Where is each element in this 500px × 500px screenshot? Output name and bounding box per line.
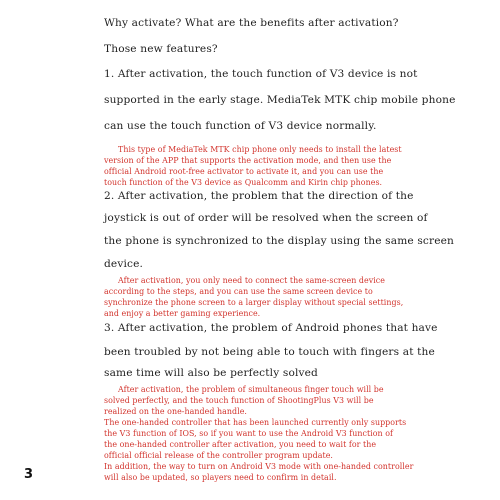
section-1-note-line-3: official Android root-free activator to activate it, and you can use the xyxy=(104,167,384,176)
section-2-body-line-2: joystick is out of order will be resolved when the screen of xyxy=(104,212,428,224)
section-2-body-line-1: 2. After activation, the problem that the direction of the xyxy=(104,190,414,202)
section-3-body-line-1: 3. After activation, the problem of Android phones that have xyxy=(104,322,438,334)
section-3-note-line-7: official official release of the controller program update. xyxy=(104,451,333,460)
section-2-note-line-3: synchronize the phone screen to a larger display without special settings, xyxy=(104,298,404,307)
section-2-body-line-3: the phone is synchronized to the display using the same screen xyxy=(104,235,455,247)
section-3-note-line-4: The one-handed controller that has been launched currently only supports xyxy=(104,418,407,427)
section-3-note-line-8: In addition, the way to turn on Android V3 mode with one-handed controller xyxy=(104,462,414,471)
section-1-note-line-4: touch function of the V3 device as Qualcomm and Kirin chip phones. xyxy=(104,178,383,187)
section-2-note-line-2: according to the steps, and you can use the same screen device to xyxy=(104,287,373,296)
section-2-note-line-4: and enjoy a better gaming experience. xyxy=(104,309,261,318)
section-1-note-line-2: version of the APP that supports the activation mode, and then use the xyxy=(104,156,392,165)
heading-line-1: Why activate? What are the benefits after activation? xyxy=(104,17,399,29)
section-3-note-line-5: the V3 function of IOS, so if you want to use the Android V3 function of xyxy=(104,429,394,438)
section-3-note-line-2: solved perfectly, and the touch function of ShootingPlus V3 will be xyxy=(104,396,374,405)
section-3-note-line-1: After activation, the problem of simultaneous finger touch will be xyxy=(118,385,384,394)
section-3-body-line-2: been troubled by not being able to touch with fingers at the xyxy=(104,346,435,358)
heading-line-2: Those new features? xyxy=(104,43,218,55)
section-3-note-line-3: realized on the one-handed handle. xyxy=(104,407,247,416)
section-1-body-line-1: 1. After activation, the touch function of V3 device is not xyxy=(104,68,418,80)
section-3-note-line-6: the one-handed controller after activation, you need to wait for the xyxy=(104,440,377,449)
page-number: 3 xyxy=(24,467,34,482)
section-2-body-line-4: device. xyxy=(104,258,144,270)
section-1-body-line-3: can use the touch function of V3 device normally. xyxy=(104,120,377,132)
section-3-body-line-3: same time will also be perfectly solved xyxy=(104,367,318,379)
section-1-note-line-1: This type of MediaTek MTK chip phone only needs to install the latest xyxy=(118,145,402,154)
section-2-note-line-1: After activation, you only need to connect the same-screen device xyxy=(118,276,385,285)
section-3-note-line-9: will also be updated, so players need to confirm in detail. xyxy=(104,473,337,482)
section-1-body-line-2: supported in the early stage. MediaTek MTK chip mobile phone xyxy=(104,94,456,106)
